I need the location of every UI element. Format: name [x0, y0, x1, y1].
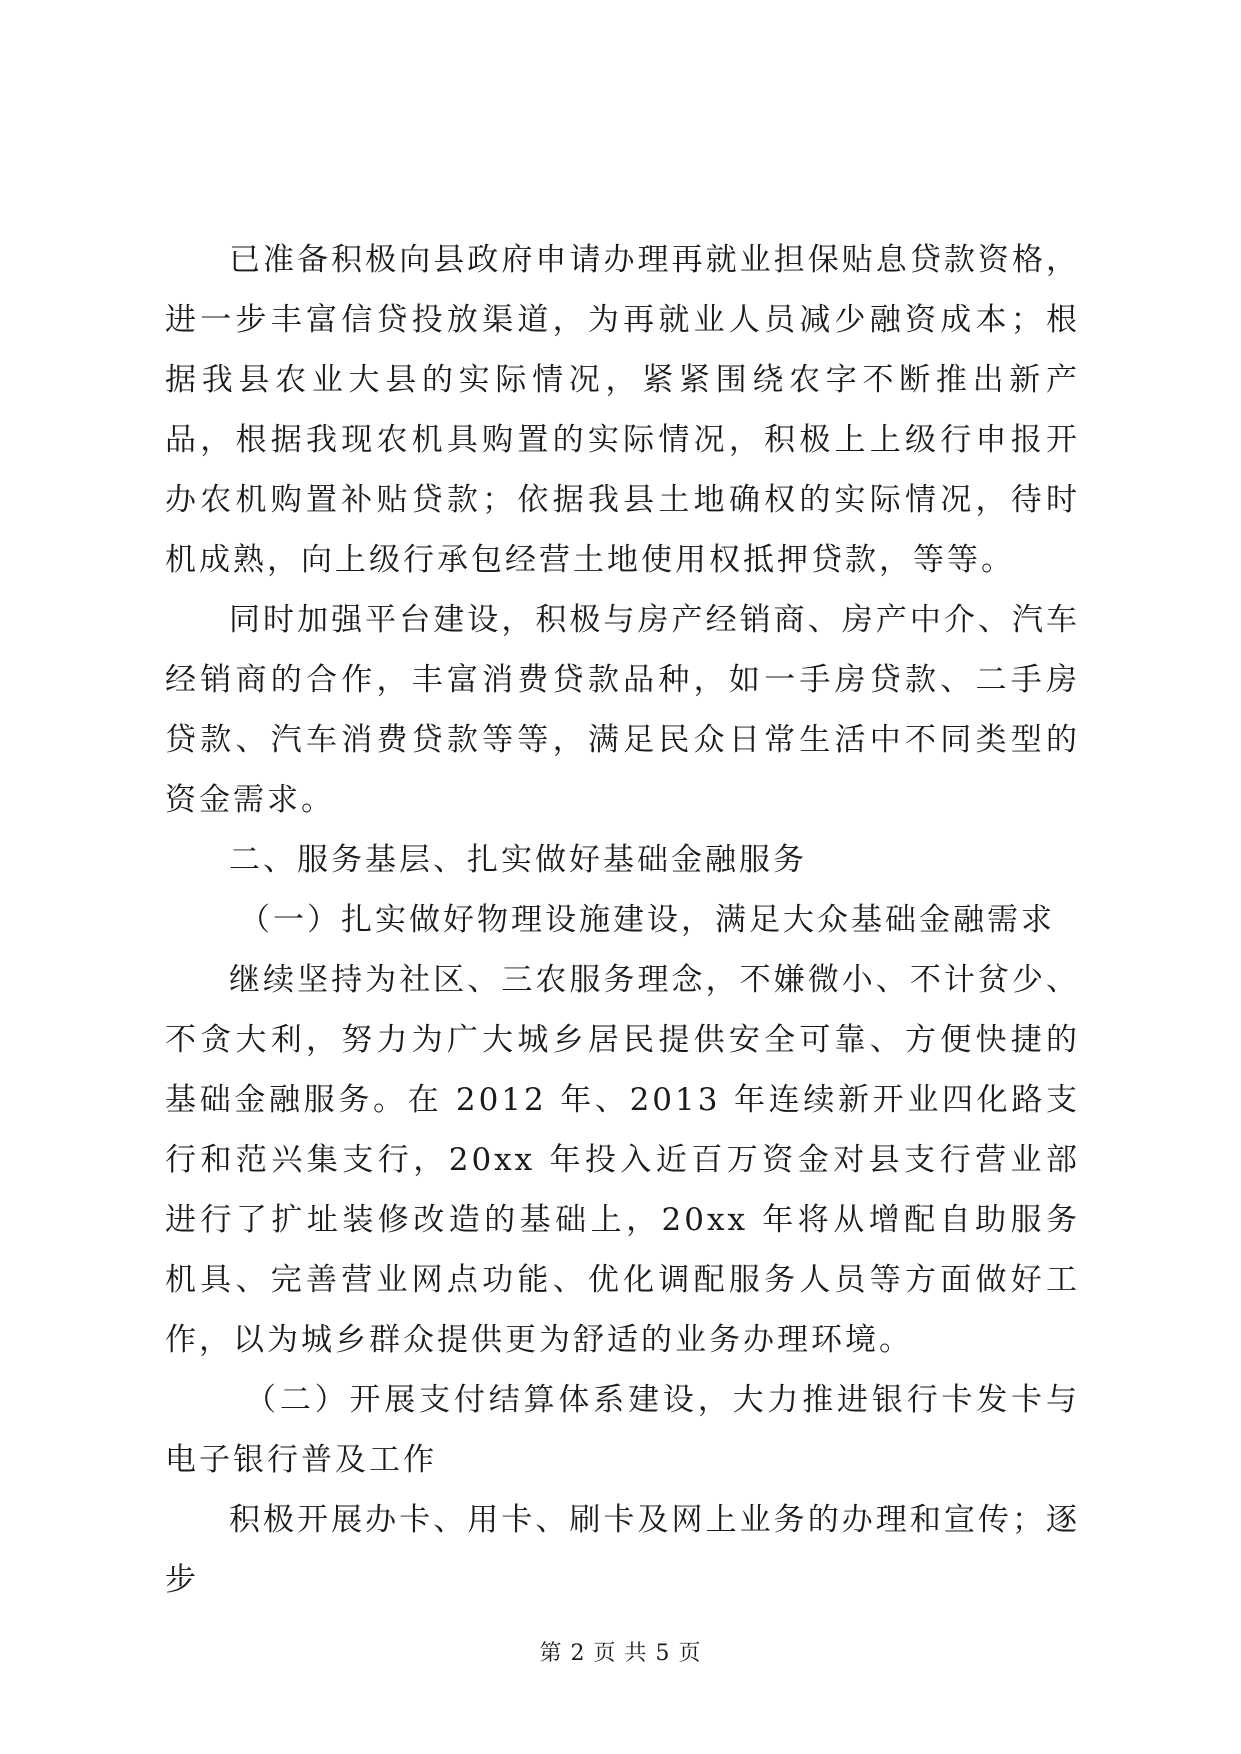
page-number-footer: 第 2 页 共 5 页 — [539, 1641, 702, 1666]
paragraph-loan-channels: 已准备积极向县政府申请办理再就业担保贴息贷款资格，进一步丰富信贷投放渠道，为再就业人员减少融资成本；根据我县农业大县的实际情况，紧紧围绕农字不断推出新产品，根据我现农机具购置的实际情况，积极上上级行申报开办农机购置补贴贷款；依据我县土地确权的实际情况，待时机成熟，向上级行承包经营土地使用权抵押贷款，等等。 — [165, 242, 1080, 578]
subsection-heading-1: （一）扎实做好物理设施建设，满足大众基础金融需求 — [239, 902, 1055, 938]
paragraph-community-service: 继续坚持为社区、三农服务理念，不嫌微小、不计贫少、不贪大利，努力为广大城乡居民提供安全可靠、方便快捷的基础金融服务。在 2012 年、2013 年连续新开业四化路支行和范兴集支行，20xx 年投入近百万资金对县支行营业部进行了扩址装修改造的基础上，20xx 年将从增配自助服务机具、完善营业网点功能、优化调配服务人员等方面做好工作，以为城乡群众提供更为舒适的业务办理环境。 — [165, 962, 1080, 1358]
subsection-heading-2: （二）开展支付结算体系建设，大力推进银行卡发卡与电子银行普及工作 — [165, 1382, 1080, 1478]
document-body — [165, 230, 1080, 1610]
section-heading-2: 二、服务基层、扎实做好基础金融服务 — [229, 842, 807, 878]
paragraph-platform-building: 同时加强平台建设，积极与房产经销商、房产中介、汽车经销商的合作，丰富消费贷款品种，如一手房贷款、二手房贷款、汽车消费贷款等等，满足民众日常生活中不同类型的资金需求。 — [165, 602, 1080, 818]
paragraph-card-promotion: 积极开展办卡、用卡、刷卡及网上业务的办理和宣传；逐步 — [165, 1502, 1080, 1598]
